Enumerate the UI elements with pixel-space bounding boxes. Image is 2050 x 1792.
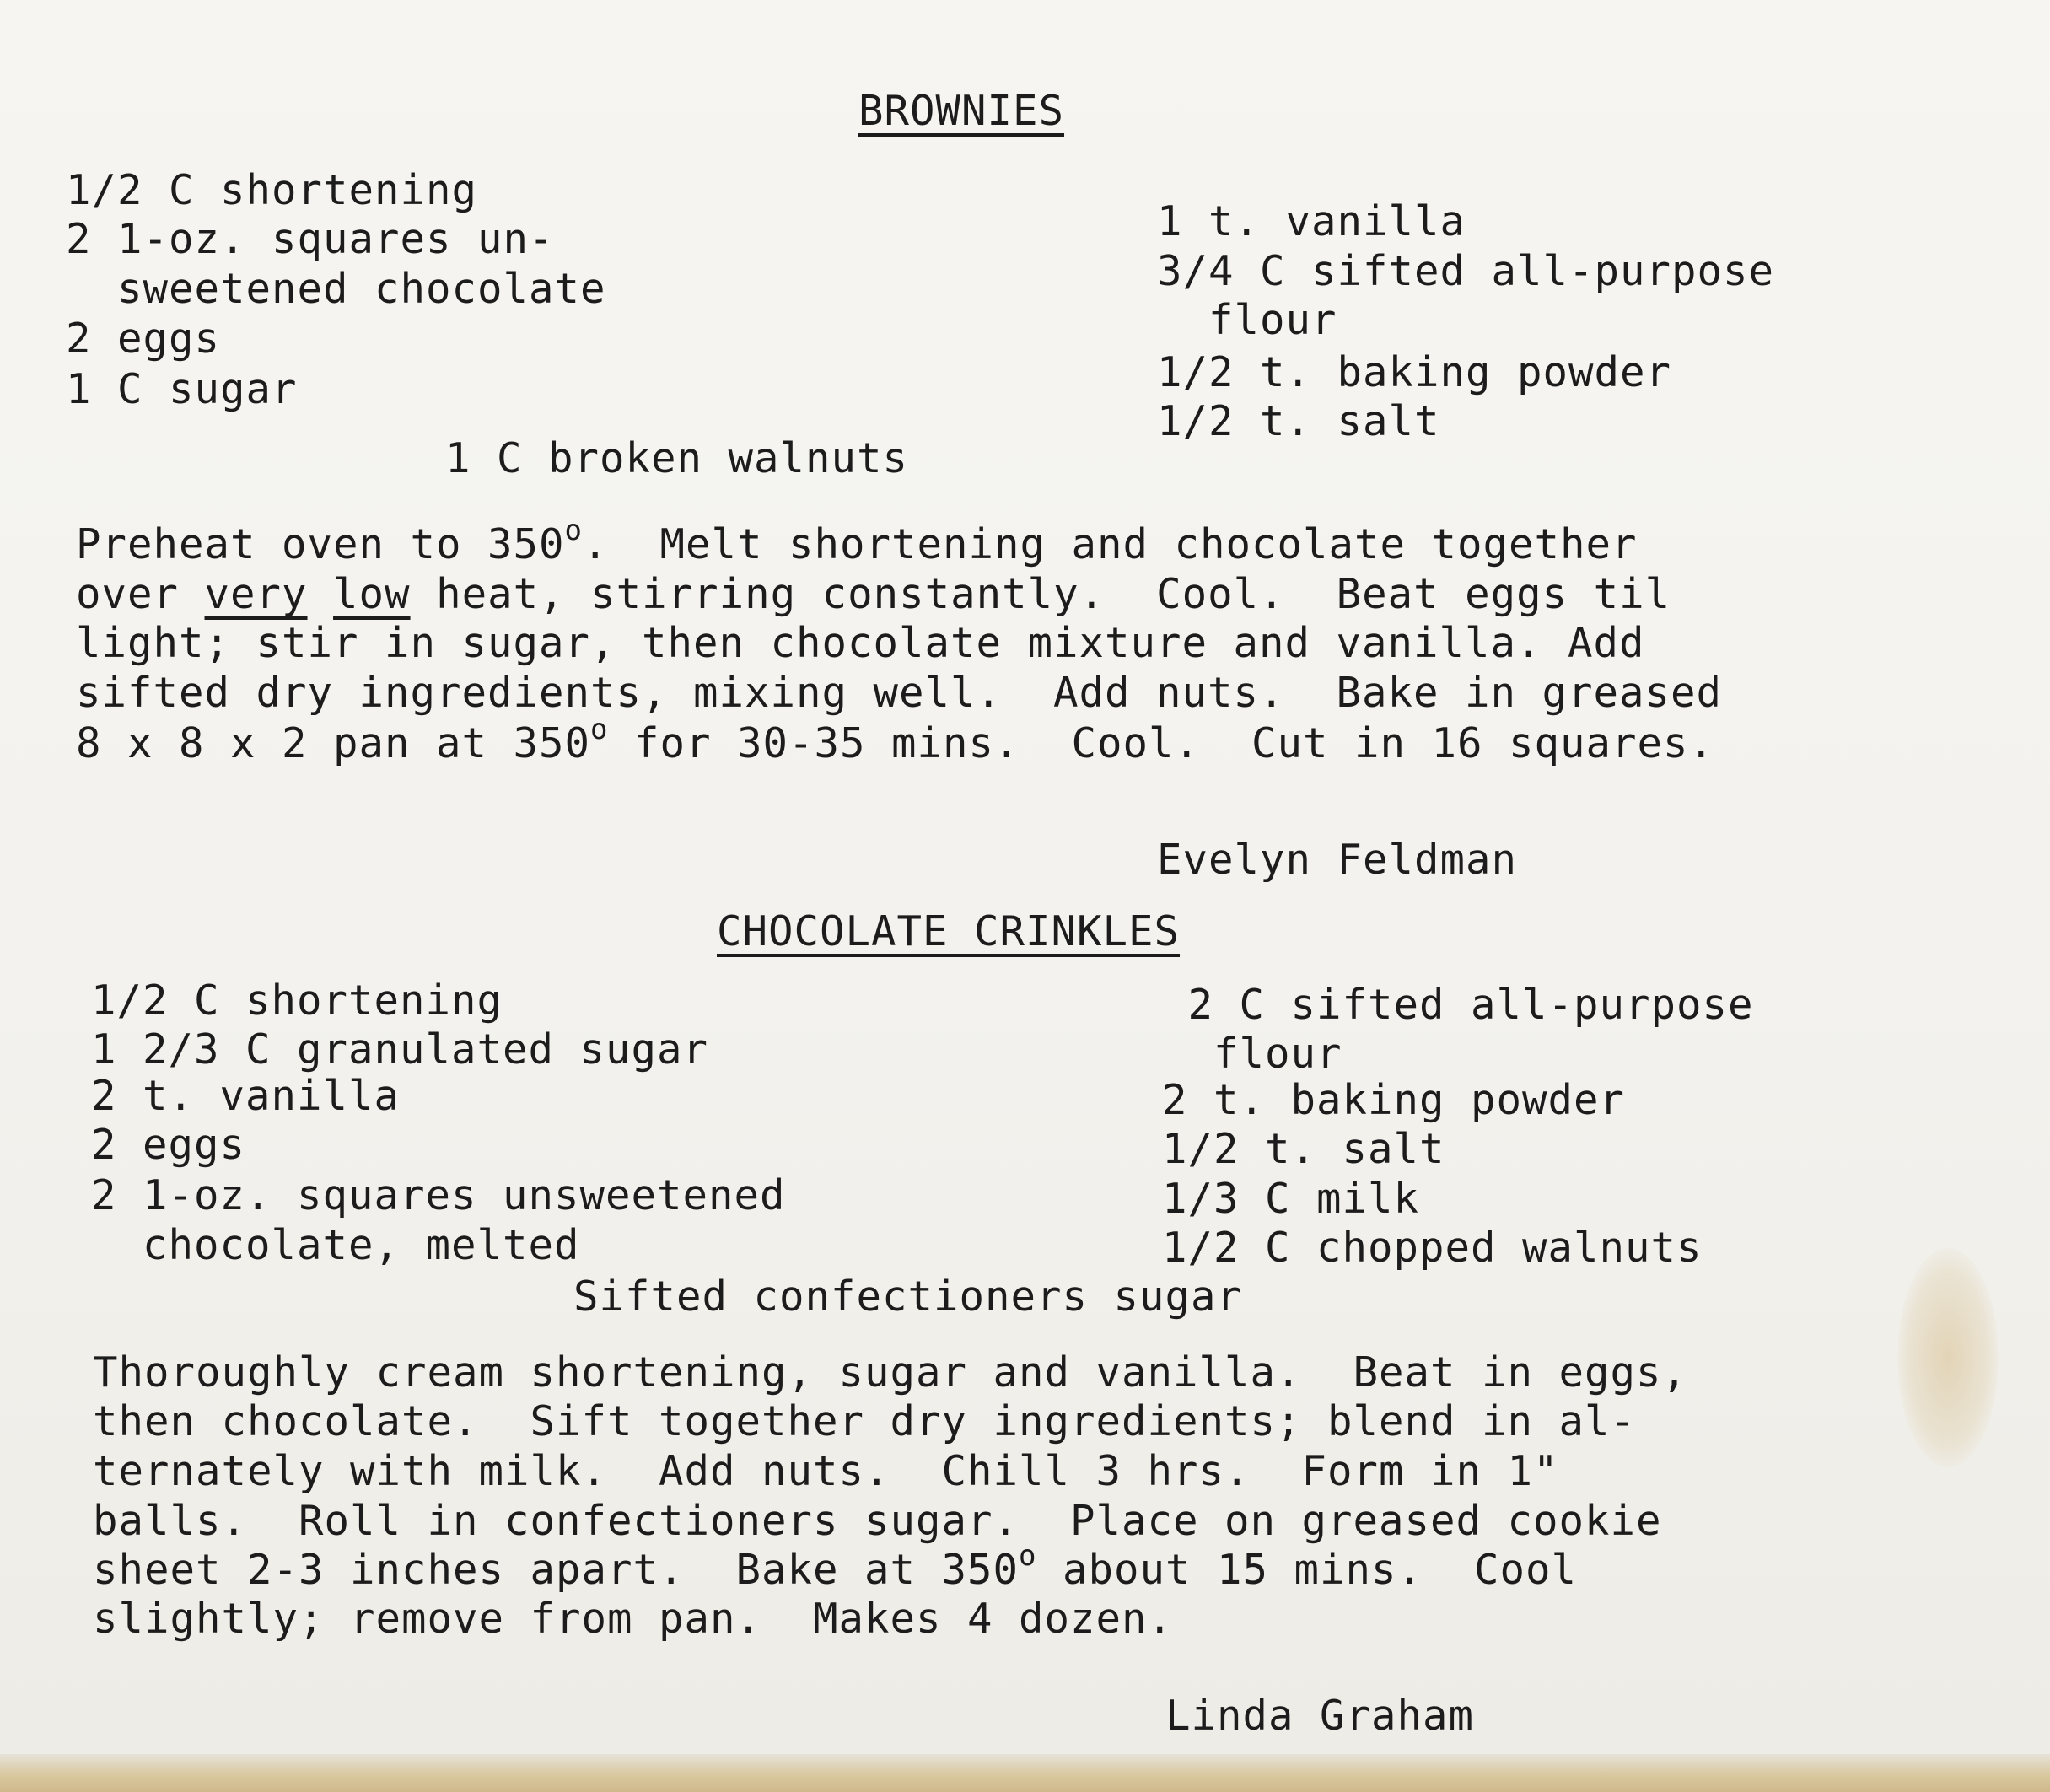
- crinkles-title: CHOCOLATE CRINKLES: [717, 907, 1181, 955]
- brownies-title: BROWNIES: [858, 87, 1065, 135]
- crinkles-ingredient-confectioners-sugar: Sifted confectioners sugar: [573, 1273, 1243, 1321]
- brownies-instructions-line-2: over very low heat, stirring constantly. Cool. Beat eggs til: [76, 570, 1671, 618]
- crinkles-ingredient-left-6: chocolate, melted: [91, 1221, 580, 1269]
- degree-symbol: o: [564, 514, 583, 547]
- page-edge: [0, 1754, 2050, 1792]
- crinkles-instructions-line-6: slightly; remove from pan. Makes 4 dozen.: [93, 1595, 1174, 1643]
- crinkles-ingredient-left-1: 1/2 C shortening: [91, 977, 503, 1025]
- crinkles-ingredient-right-1: 2 C sifted all-purpose: [1162, 981, 1754, 1029]
- brownies-author: Evelyn Feldman: [1157, 836, 1518, 884]
- crinkles-ingredient-left-4: 2 eggs: [91, 1121, 246, 1169]
- brownies-ingredient-right-3: flour: [1157, 296, 1337, 344]
- page-stain: [1897, 1248, 1999, 1467]
- brownies-ingredient-left-4: 2 eggs: [66, 315, 221, 363]
- underlined-very: very: [204, 570, 308, 618]
- crinkles-instructions-line-4: balls. Roll in confectioners sugar. Place on greased cookie: [93, 1497, 1662, 1545]
- degree-symbol: o: [1019, 1539, 1037, 1573]
- brownies-ingredient-left-1: 1/2 C shortening: [66, 166, 478, 214]
- brownies-ingredient-right-4: 1/2 t. baking powder: [1157, 348, 1672, 396]
- brownies-ingredient-right-2: 3/4 C sifted all-purpose: [1157, 247, 1775, 295]
- crinkles-instructions-line-5: sheet 2-3 inches apart. Bake at 350$^o$ about 15 mins. Cool: [93, 1539, 1578, 1594]
- brownies-instructions-line-1: Preheat oven to 350$^o$. Melt shortening and chocolate together: [76, 514, 1638, 568]
- crinkles-ingredient-left-5: 2 1-oz. squares unsweetened: [91, 1171, 786, 1219]
- crinkles-ingredient-left-2: 1 2/3 C granulated sugar: [91, 1025, 709, 1074]
- crinkles-ingredient-right-6: 1/2 C chopped walnuts: [1162, 1224, 1703, 1272]
- brownies-ingredient-left-3: sweetened chocolate: [66, 265, 606, 313]
- degree-symbol: o: [590, 713, 609, 746]
- crinkles-ingredient-right-5: 1/3 C milk: [1162, 1175, 1420, 1223]
- crinkles-author: Linda Graham: [1165, 1692, 1475, 1740]
- brownies-instructions-line-4: sifted dry ingredients, mixing well. Add nuts. Bake in greased: [76, 669, 1723, 717]
- brownies-ingredient-left-5: 1 C sugar: [66, 365, 298, 413]
- brownies-instructions-line-3: light; stir in sugar, then chocolate mixture and vanilla. Add: [76, 619, 1645, 667]
- crinkles-ingredient-right-3: 2 t. baking powder: [1162, 1076, 1626, 1124]
- crinkles-ingredient-right-4: 1/2 t. salt: [1162, 1125, 1445, 1173]
- brownies-instructions-line-5: 8 x 8 x 2 pan at 350$^o$ for 30-35 mins. Cool. Cut in 16 squares.: [76, 713, 1715, 767]
- brownies-ingredient-walnuts: 1 C broken walnuts: [445, 434, 909, 482]
- crinkles-instructions-line-3: ternately with milk. Add nuts. Chill 3 hrs. Form in 1": [93, 1447, 1559, 1495]
- crinkles-instructions-line-2: then chocolate. Sift together dry ingredients; blend in al-: [93, 1397, 1637, 1445]
- brownies-ingredient-right-1: 1 t. vanilla: [1157, 197, 1466, 245]
- brownies-ingredient-right-5: 1/2 t. salt: [1157, 397, 1440, 445]
- crinkles-ingredient-left-3: 2 t. vanilla: [91, 1072, 401, 1120]
- underlined-low: low: [333, 570, 411, 618]
- crinkles-instructions-line-1: Thoroughly cream shortening, sugar and vanilla. Beat in eggs,: [93, 1348, 1688, 1396]
- brownies-ingredient-left-2: 2 1-oz. squares un-: [66, 215, 555, 263]
- crinkles-ingredient-right-2: flour: [1162, 1030, 1342, 1078]
